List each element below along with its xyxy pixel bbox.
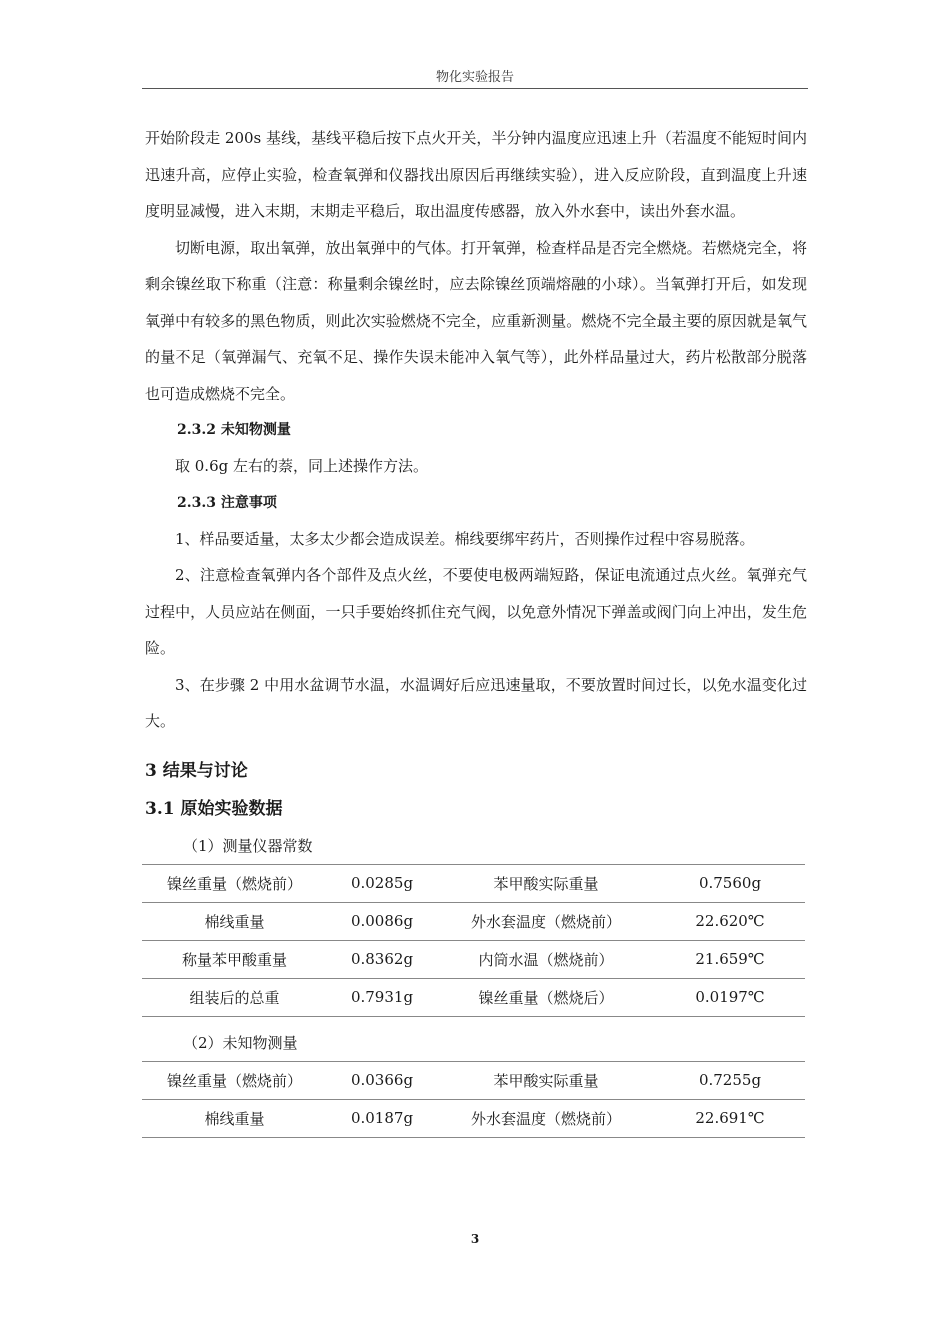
table-cell: 外水套温度（燃烧前） bbox=[437, 1099, 655, 1137]
subheading-instrument-constant: （1）测量仪器常数 bbox=[183, 836, 313, 855]
paragraph-naphthalene: 取 0.6g 左右的萘，同上述操作方法。 bbox=[175, 457, 428, 475]
table-cell: 苯甲酸实际重量 bbox=[437, 1061, 655, 1099]
heading-3: 3 结果与讨论 bbox=[145, 760, 248, 781]
table-cell: 0.7931g bbox=[327, 978, 437, 1016]
table-cell: 0.8362g bbox=[327, 940, 437, 978]
page-content bbox=[145, 120, 807, 1138]
paragraph-baseline: 开始阶段走 200s 基线，基线平稳后按下点火开关，半分钟内温度应迅速上升（若温度不能短时间内迅速升高，应停止实验，检查氧弹和仪器找出原因后再继续实验），进入反应阶段，直到温度上升速度明显减慢，进入末期，末期走平稳后，取出温度传感器，放入外水套中，读出外套水温。 bbox=[145, 129, 807, 220]
table-cell: 外水套温度（燃烧前） bbox=[437, 902, 655, 940]
table-cell: 棉线重量 bbox=[142, 1099, 327, 1137]
table-row bbox=[142, 902, 805, 940]
paragraph-note-3: 3、在步骤 2 中用水盆调节水温，水温调好后应迅速量取，不要放置时间过长，以免水温变化过大。 bbox=[145, 675, 807, 730]
table-cell: 组装后的总重 bbox=[142, 978, 327, 1016]
table-row bbox=[142, 1061, 805, 1099]
heading-2-3-3: 2.3.3 注意事项 bbox=[177, 494, 277, 511]
table-cell: 0.7255g bbox=[655, 1061, 805, 1099]
table-cell: 0.0366g bbox=[327, 1061, 437, 1099]
table-cell: 苯甲酸实际重量 bbox=[437, 864, 655, 902]
table-row bbox=[142, 978, 805, 1016]
table-row bbox=[142, 864, 805, 902]
paragraph-cut-power: 切断电源，取出氧弹，放出氧弹中的气体。打开氧弹，检查样品是否完全燃烧。若燃烧完全，将剩余镍丝取下称重（注意：称量剩余镍丝时，应去除镍丝顶端熔融的小球）。当氧弹打开后，如发现氧弹中有较多的黑色物质，则此次实验燃烧不完全，应重新测量。燃烧不完全最主要的原因就是氧气的量不足（氧弹漏气、充氧不足、操作失误未能冲入氧气等），此外样品量过大，药片松散部分脱落也可造成燃烧不完全。 bbox=[145, 238, 807, 403]
table-cell: 镍丝重量（燃烧后） bbox=[437, 978, 655, 1016]
instrument-constant-table bbox=[142, 864, 805, 1017]
page-header: 物化实验报告 bbox=[435, 70, 514, 85]
table-cell: 内筒水温（燃烧前） bbox=[437, 940, 655, 978]
table-cell: 0.0086g bbox=[327, 902, 437, 940]
table-cell: 22.620℃ bbox=[655, 902, 805, 940]
table-row bbox=[142, 940, 805, 978]
header-rule bbox=[142, 88, 808, 89]
table-cell: 镍丝重量（燃烧前） bbox=[142, 1061, 327, 1099]
table-cell: 0.7560g bbox=[655, 864, 805, 902]
heading-2-3-2: 2.3.2 未知物测量 bbox=[177, 422, 291, 438]
page-number: 3 bbox=[470, 1232, 480, 1246]
paragraph-note-2: 2、注意检查氧弹内各个部件及点火丝，不要使电极两端短路，保证电流通过点火丝。氧弹充气过程中，人员应站在侧面，一只手要始终抓住充气阀，以免意外情况下弹盖或阀门向上冲出，发生危险。 bbox=[145, 566, 807, 657]
heading-3-1: 3.1 原始实验数据 bbox=[145, 798, 283, 819]
table-cell: 称量苯甲酸重量 bbox=[142, 940, 327, 978]
table-cell: 22.691℃ bbox=[655, 1099, 805, 1137]
table-cell: 镍丝重量（燃烧前） bbox=[142, 864, 327, 902]
table-cell: 0.0285g bbox=[327, 864, 437, 902]
table-row bbox=[142, 1099, 805, 1137]
table-cell: 棉线重量 bbox=[142, 902, 327, 940]
table-cell: 0.0187g bbox=[327, 1099, 437, 1137]
subheading-unknown-measurement: （2）未知物测量 bbox=[183, 1033, 298, 1052]
unknown-measurement-table bbox=[142, 1061, 805, 1138]
paragraph-note-1: 1、样品要适量，太多太少都会造成误差。棉线要绑牢药片，否则操作过程中容易脱落。 bbox=[175, 529, 755, 548]
table-cell: 21.659℃ bbox=[655, 940, 805, 978]
table-cell: 0.0197℃ bbox=[655, 978, 805, 1016]
